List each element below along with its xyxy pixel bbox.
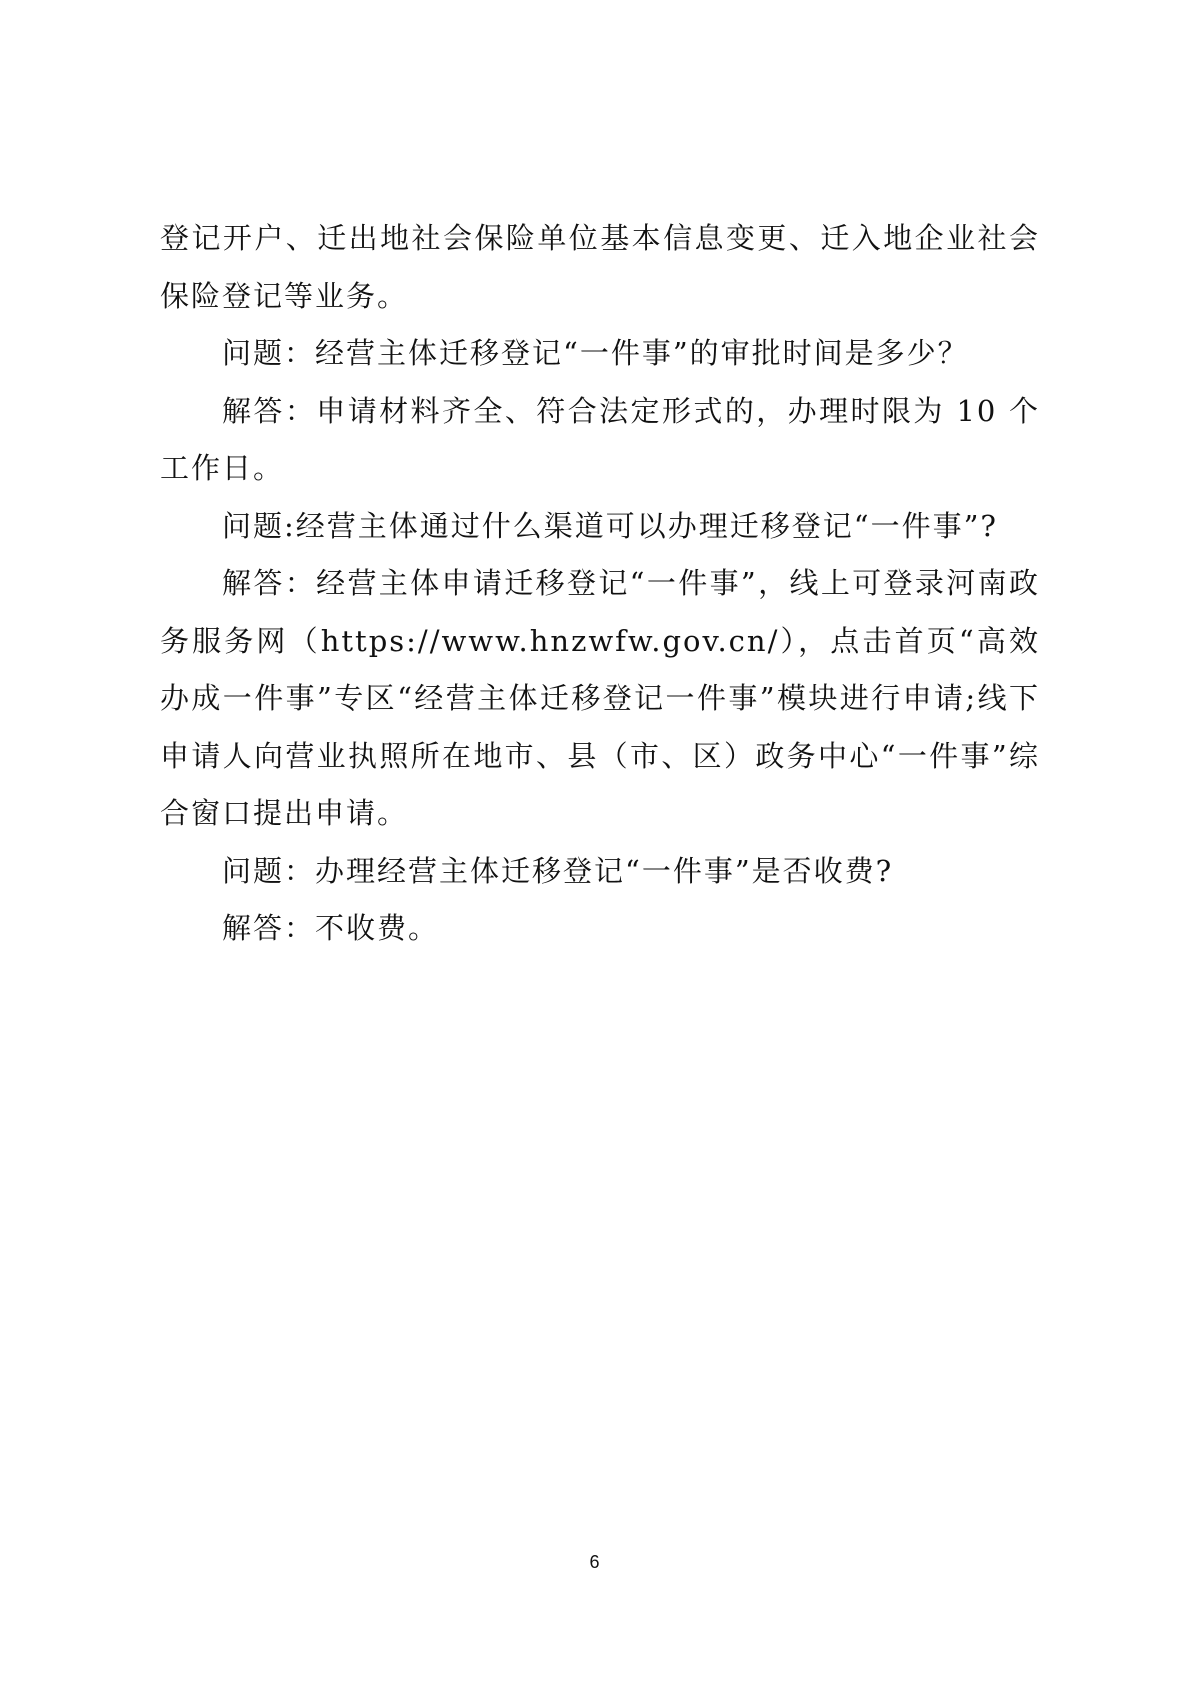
question-approval-time: 问题：经营主体迁移登记“一件事”的审批时间是多少？ [222,336,969,370]
question-channels: 问题:经营主体通过什么渠道可以办理迁移登记“一件事”? [222,508,998,543]
page-body [160,210,1040,958]
page-number: 6 [589,1552,600,1572]
answer-fees: 解答：不收费。 [222,911,440,945]
answer-approval-time: 解答：申请材料齐全、符合法定形式的，办理时限为 10 个工作日。 [160,393,1040,485]
question-fees: 问题：办理经营主体迁移登记“一件事”是否收费? [222,853,894,888]
answer-channels: 解答：经营主体申请迁移登记“一件事”，线上可登录河南政务服务网（https://www.hnzwfw.gov.cn/），点击首页“高效办成一件事”专区“经营主体迁移登记一件事”模块进行申请;线下申请人向营业执照所在地市、县（市、区）政务中心“一件事”综合窗口提出申请。 [160,566,1040,830]
paragraph-continuation: 登记开户、迁出地社会保险单位基本信息变更、迁入地企业社会保险登记等业务。 [160,221,1040,313]
